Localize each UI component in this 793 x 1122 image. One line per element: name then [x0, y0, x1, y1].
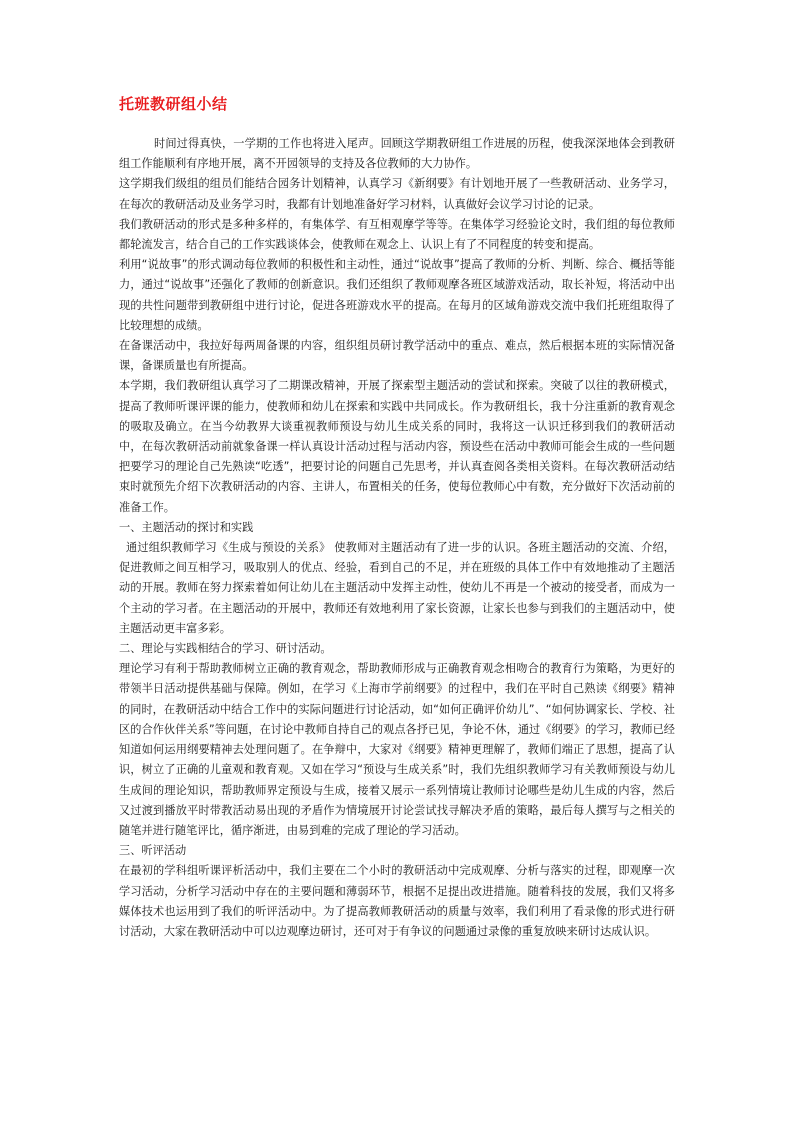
section-heading-3: 三、听评活动	[119, 844, 187, 858]
paragraph-study-plan: 这学期我们级组的组员们能结合园务计划精神，认真学习《新纲要》有计划地开展了一些教研活动、业务学习，在每次的教研活动及业务学习时，我都有计划地准备好学习材料，认真做好会议学习讨论的记录。	[119, 177, 675, 211]
paragraph-curriculum-reform: 本学期，我们教研组认真学习了二期课改精神，开展了探索型主题活动的尝试和探索。突破了以往的教研模式，提高了教师听课评课的能力，使教师和幼儿在探索和实践中共同成长。作为教研组长，我十分注重新的教育观念的吸取及确立。在当今幼教界大谈重视教师预设与幼儿生成关系的同时，我将这一认识迁移到我们的教研活动中，在每次教研活动前就象备课一样认真设计活动过程与活动内容，预设些在活动中教师可能会生成的一些问题把要学习的理论自己先熟读“吃透”，把要讨论的问题自己先思考，并认真查阅各类相关资料。在每次教研活动结束时就预先介绍下次教研活动的内容、主讲人，布置相关的任务，使每位教师心中有数，充分做好下次活动前的准备工作。	[119, 379, 675, 514]
paragraph-lesson-review: 在最初的学科组听课评析活动中，我们主要在二个小时的教研活动中完成观摩、分析与落实的过程，即观摩一次学习活动，分析学习活动中存在的主要问题和薄弱环节，根据不足提出改进措施。随着科技的发展，我们又将多媒体技术也运用到了我们的听评活动中。为了提高教师教研活动的质量与效率，我们利用了看录像的形式进行研讨活动，大家在教研活动中可以边观摩边研讨，还可对于有争议的问题通过录像的重复放映来研讨达成认识。	[119, 864, 675, 938]
paragraph-storytelling: 利用“说故事”的形式调动每位教师的积极性和主动性，通过“说故事”提高了教师的分析、判断、综合、概括等能力，通过“说故事”还强化了教师的创新意识。我们还组织了教师观摩各班区域游戏活动，取长补短，将活动中出现的共性问题带到教研组中进行讨论，促进各班游戏水平的提高。在每月的区域角游戏交流中我们托班组取得了比较理想的成绩。	[119, 258, 675, 332]
document-title: 托班教研组小结	[119, 95, 228, 113]
paragraph-intro: 时间过得真快，一学期的工作也将进入尾声。回顾这学期教研组工作进展的历程，使我深深地体会到教研组工作能顺利有序地开展，离不开园领导的支持及各位教师的大力协作。	[119, 137, 675, 171]
section-heading-1: 一、主题活动的探讨和实践	[119, 520, 254, 534]
paragraph-activity-forms: 我们教研活动的形式是多种多样的，有集体学、有互相观摩学等等。在集体学习经验论文时，我们组的每位教师都轮流发言，结合自己的工作实践谈体会，使教师在观念上、认识上有了不同程度的转变和提高。	[119, 217, 675, 252]
paragraph-theme-activities: 通过组织教师学习《生成与预设的关系》 使教师对主题活动有了进一步的认识。各班主题活动的交流、介绍，促进教师之间互相学习，吸取别人的优点、经验，看到自己的不足，并在班级的具体工作中有效地推动了主题活动的开展。教师在努力探索着如何让幼儿在主题活动中发挥主动性，使幼儿不再是一个被动的接受者，而成为一个主动的学习者。在主题活动的开展中，教师还有效地利用了家长资源，让家长也参与到我们的主题活动中，使主题活动更丰富多彩。	[119, 541, 675, 635]
section-heading-2: 二、理论与实践相结合的学习、研讨活动。	[119, 642, 332, 656]
paragraph-lesson-prep: 在备课活动中，我拉好每两周备课的内容，组织组员研讨教学活动中的重点、难点，然后根据本班的实际情况备课，备课质量也有所提高。	[119, 339, 675, 373]
document-page	[119, 94, 675, 942]
paragraph-theory-practice: 理论学习有利于帮助教师树立正确的教育观念，帮助教师形成与正确教育观念相吻合的教育行为策略，为更好的带领半日活动提供基础与保障。例如，在学习《上海市学前纲要》的过程中，我们在平时自己熟读《纲要》精神的同时，在教研活动中结合工作中的实际问题进行讨论活动，如“如何正确评价幼儿”、“如何协调家长、学校、社区的合作伙伴关系”等问题，在讨论中教师自持自己的观点各抒已见，争论不休，通过《纲要》的学习，教师已经知道如何运用纲要精神去处理问题了。在争辩中，大家对《纲要》精神更理解了，教师们端正了思想，提高了认识，树立了正确的儿童观和教育观。又如在学习“预设与生成关系”时，我们先组织教师学习有关教师预设与幼儿生成间的理论知识，帮助教师界定预设与生成，接着又展示一系列情境让教师讨论哪些是幼儿生成的内容，然后又过渡到播放平时带教活动易出现的矛盾作为情境展开讨论尝试找寻解决矛盾的策略，最后每人撰写与之相关的随笔并进行随笔评比，循序渐进，由易到难的完成了理论的学习活动。	[119, 662, 675, 837]
